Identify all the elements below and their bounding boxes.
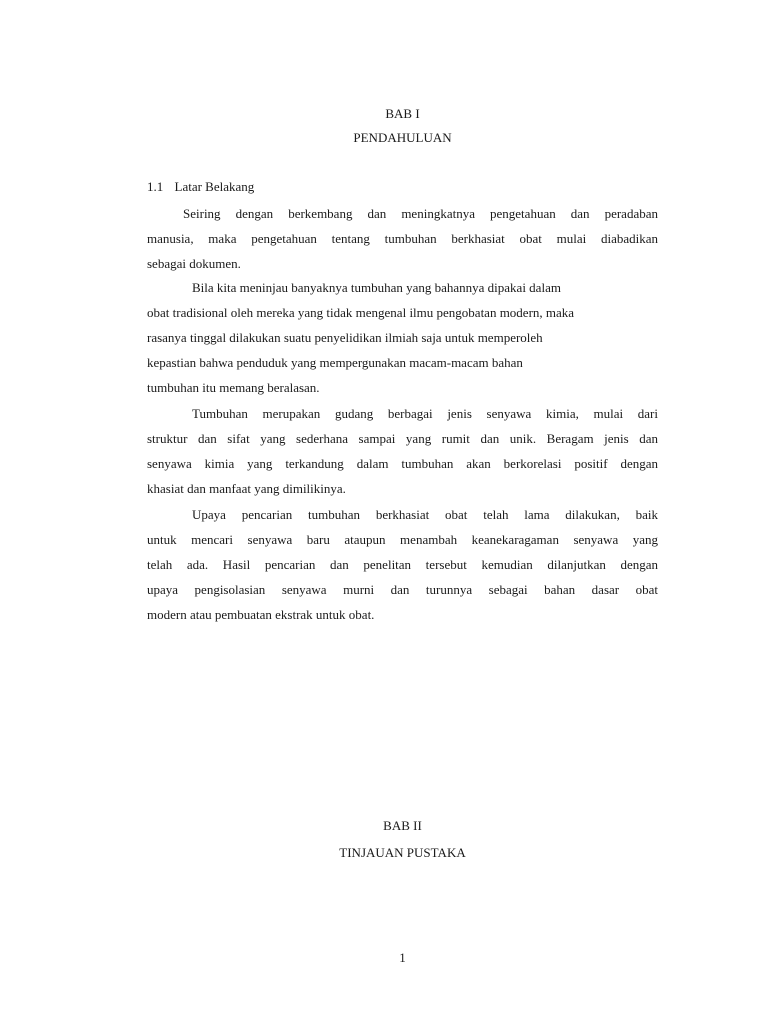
section-number: 1.1 bbox=[147, 179, 164, 194]
paragraph-line: senyawa kimia yang terkandung dalam tumbuhan akan berkorelasi positif dengan bbox=[147, 456, 658, 471]
paragraph-line: kepastian bahwa penduduk yang mempergunakan macam-macam bahan bbox=[147, 355, 523, 370]
paragraph-line: Bila kita meninjau banyaknya tumbuhan yang bahannya dipakai dalam bbox=[192, 280, 561, 295]
paragraph-line: tumbuhan itu memang beralasan. bbox=[147, 380, 320, 395]
paragraph-line: obat tradisional oleh mereka yang tidak mengenal ilmu pengobatan modern, maka bbox=[147, 305, 575, 320]
paragraph-line: Seiring dengan berkembang dan meningkatnya pengetahuan dan peradaban bbox=[183, 206, 658, 221]
chapter-2-title: TINJAUAN PUSTAKA bbox=[339, 845, 466, 860]
paragraph-3 bbox=[147, 401, 658, 501]
section-title: Latar Belakang bbox=[174, 179, 255, 194]
chapter-2-label: BAB II bbox=[383, 818, 422, 833]
paragraph-line: untuk mencari senyawa baru ataupun menambah keanekaragaman senyawa yang bbox=[147, 532, 658, 547]
paragraph-4 bbox=[147, 502, 658, 627]
page-number: 1 bbox=[399, 950, 406, 965]
paragraph-line: Upaya pencarian tumbuhan berkhasiat obat telah lama dilakukan, baik bbox=[192, 507, 658, 522]
paragraph-line: struktur dan sifat yang sederhana sampai yang rumit dan unik. Beragam jenis dan bbox=[147, 431, 658, 446]
paragraph-line: manusia, maka pengetahuan tentang tumbuhan berkhasiat obat mulai diabadikan bbox=[147, 231, 658, 246]
paragraph-line: rasanya tinggal dilakukan suatu penyelidikan ilmiah saja untuk memperoleh bbox=[147, 330, 543, 345]
paragraph-line: upaya pengisolasian senyawa murni dan turunnya sebagai bahan dasar obat bbox=[147, 582, 658, 597]
paragraph-1 bbox=[147, 201, 658, 276]
paragraph-line: modern atau pembuatan ekstrak untuk obat. bbox=[147, 607, 375, 622]
paragraph-line: telah ada. Hasil pencarian dan penelitan tersebut kemudian dilanjutkan dengan bbox=[147, 557, 658, 572]
chapter-1-title: PENDAHULUAN bbox=[353, 130, 452, 145]
paragraph-line: khasiat dan manfaat yang dimilikinya. bbox=[147, 481, 346, 496]
paragraph-line: Tumbuhan merupakan gudang berbagai jenis senyawa kimia, mulai dari bbox=[192, 406, 658, 421]
paragraph-line: sebagai dokumen. bbox=[147, 256, 241, 271]
paragraph-2 bbox=[147, 275, 658, 400]
section-heading bbox=[147, 179, 254, 195]
chapter-1-label: BAB I bbox=[385, 106, 420, 121]
